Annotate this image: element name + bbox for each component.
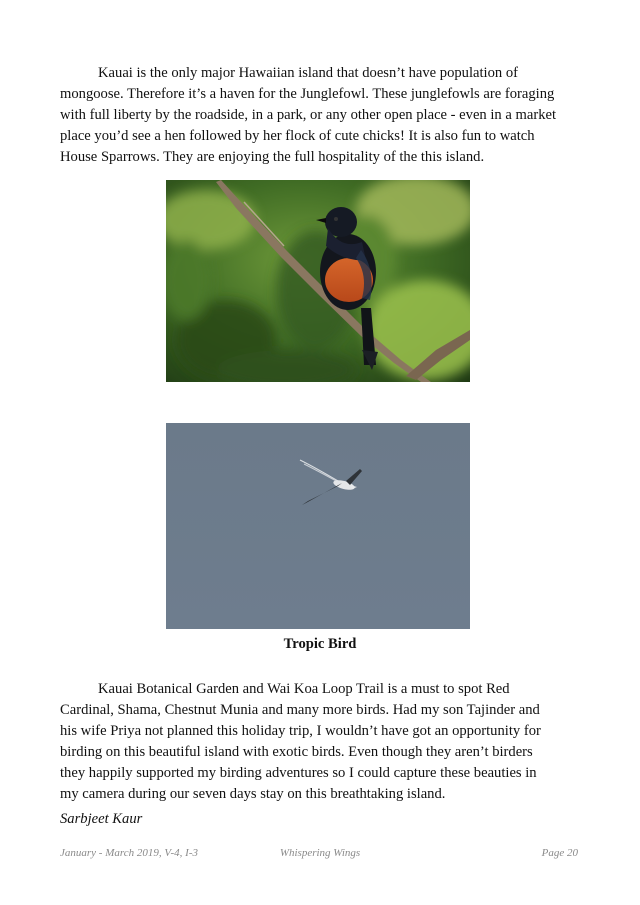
paragraph-line: with full liberty by the roadside, in a park, or any other open place - even in a market: [60, 107, 557, 123]
paragraph-line: House Sparrows. They are enjoying the full hospitality of the this island.: [60, 149, 485, 165]
footer-issue: January - March 2019, V-4, I-3: [60, 847, 198, 859]
paragraph-line: his wife Priya not planned this holiday trip, I wouldn’t have got an opportunity for: [60, 723, 541, 739]
paragraph-line: Kauai Botanical Garden and Wai Koa Loop Trail is a must to spot Red: [98, 681, 510, 697]
shama-bird-photo: [166, 180, 470, 382]
tropic-bird-photo: [166, 423, 470, 629]
footer-page-number: Page 20: [541, 847, 578, 859]
tropic-bird-caption: Tropic Bird: [283, 636, 357, 652]
paragraph-line: Kauai is the only major Hawaiian island that doesn’t have population of: [98, 65, 519, 81]
paragraph-line: they happily supported my birding adventures so I could capture these beauties in: [60, 765, 537, 781]
paragraph-line: my camera during our seven days stay on this breathtaking island.: [60, 786, 446, 802]
paragraph-intro: [60, 63, 582, 168]
footer-magazine-name: Whispering Wings: [279, 847, 361, 859]
paragraph-line: mongoose. Therefore it’s a haven for the Junglefowl. These junglefowls are foraging: [60, 86, 555, 102]
paragraph-line: Cardinal, Shama, Chestnut Munia and many more birds. Had my son Tajinder and: [60, 702, 540, 718]
paragraph-line: place you’d see a hen followed by her flock of cute chicks! It is also fun to watch: [60, 128, 535, 144]
paragraph-line: birding on this beautiful island with exotic birds. Even though they aren’t birders: [60, 744, 533, 760]
paragraph-conclusion: [60, 679, 582, 805]
author-signature: Sarbjeet Kaur: [60, 811, 143, 827]
